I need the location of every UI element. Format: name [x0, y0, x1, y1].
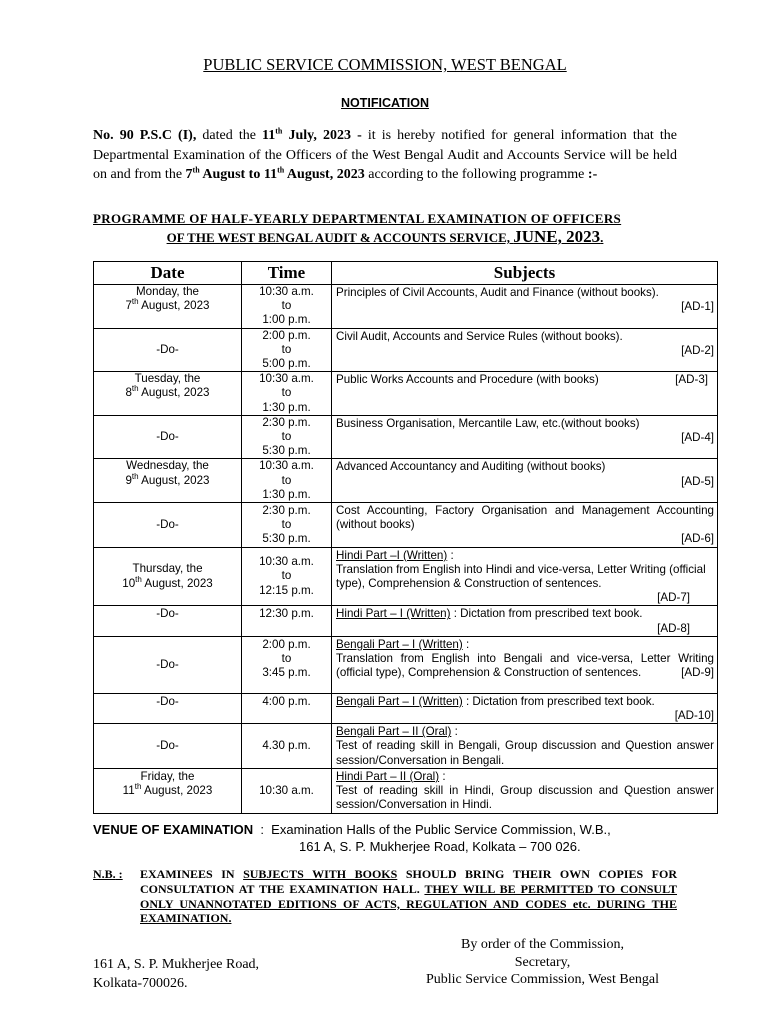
programme-title-line1: PROGRAMME OF HALF-YEARLY DEPARTMENTAL EXAMINATION OF OFFICERS [93, 211, 622, 226]
time-cell: 12:30 p.m. [242, 606, 332, 636]
date-cell: -Do- [94, 724, 242, 769]
table-row [94, 328, 718, 372]
subject-cell: Public Works Accounts and Procedure (with books) [AD-3] [332, 372, 718, 416]
notification-intro [93, 126, 677, 185]
paper-label: Bengali Part – II (Oral) [336, 725, 452, 739]
subject-cell: Business Organisation, Mercantile Law, etc.(without books) [AD-4] [332, 415, 718, 459]
time-cell: 10:30 a.m. to 1:30 p.m. [242, 459, 332, 503]
subject-cell: Hindi Part –I (Written) : Translation from English into Hindi and vice-versa, Letter Writing (official type), Comprehension & Construction of sentences. [AD-7] [332, 547, 718, 606]
exam-period: 7th August to 11th August, 2023 [185, 165, 365, 182]
intro-text: it is hereby notified for general information that the Departmental Examination of the Officers of the West Bengal Audit and Accounts Service will be held on and from the [93, 128, 678, 182]
intro-text: dated the [196, 128, 263, 143]
paper-code: [AD-4] [681, 431, 714, 445]
subject-cell: Civil Audit, Accounts and Service Rules (without books). [AD-2] [332, 328, 718, 372]
table-row [94, 459, 718, 503]
date-cell: Monday, the 7th August, 2023 [94, 285, 242, 329]
table-row [94, 372, 718, 416]
table-row [94, 636, 718, 693]
nb-text: EXAMINEES IN SUBJECTS WITH BOOKS SHOULD BRING THEIR OWN COPIES FOR CONSULTATION AT THE EXAMINATION HALL. THEY WILL BE PERMITTED TO CONSULT ONLY UNANNOTATED EDITIONS OF ACTS, REGULATION AND CODES etc. DURING THE EXAMINATION. [140, 867, 678, 926]
header-subjects: Subjects [332, 262, 718, 285]
date-cell: -Do- [94, 606, 242, 636]
time-cell: 10:30 a.m. to 12:15 p.m. [242, 547, 332, 606]
time-cell: 10:30 a.m. [242, 768, 332, 813]
date-cell: -Do- [94, 415, 242, 459]
time-cell: 10:30 a.m. to 1:00 p.m. [242, 285, 332, 329]
time-cell: 2:00 p.m. to 3:45 p.m. [242, 636, 332, 693]
header-date: Date [94, 262, 242, 285]
paper-code: [AD-6] [681, 532, 714, 546]
notification-title: NOTIFICATION [341, 96, 429, 110]
table-row [94, 415, 718, 459]
table-row [94, 606, 718, 636]
session-label: JUNE, 2023 [513, 227, 601, 246]
paper-label: Bengali Part – I (Written) [336, 694, 463, 708]
venue-label: VENUE OF EXAMINATION [93, 822, 254, 837]
paper-code: [AD-5] [681, 474, 714, 488]
paper-label: Hindi Part –I (Written) [336, 548, 448, 562]
paper-label: Hindi Part – I (Written) [336, 607, 451, 621]
date-cell: -Do- [94, 503, 242, 548]
time-cell: 2:30 p.m. to 5:30 p.m. [242, 503, 332, 548]
paper-label: Bengali Part – I (Written) [336, 637, 463, 651]
subject-cell: Bengali Part – I (Written) : Dictation from prescribed text book. [AD-10] [332, 693, 718, 723]
paper-code: [AD-1] [681, 300, 714, 314]
subject-cell: Bengali Part – I (Written) : Translation from English into Bengali and vice-versa, Letter Writing (official type), Comprehension & Construction of sentences. [AD-9] [332, 636, 718, 693]
date-cell: Thursday, the 10th August, 2023 [94, 547, 242, 606]
header-time: Time [242, 262, 332, 285]
date-cell: Friday, the 11th August, 2023 [94, 768, 242, 813]
table-header-row [94, 262, 718, 285]
table-row [94, 547, 718, 606]
date-cell: Wednesday, the 9th August, 2023 [94, 459, 242, 503]
subject-cell: Hindi Part – II (Oral) : Test of reading skill in Hindi, Group discussion and Question answer session/Conversation in Hindi. [332, 768, 718, 813]
nota-bene [93, 867, 677, 926]
office-address: 161 A, S. P. Mukherjee Road, Kolkata-700026. [93, 957, 260, 991]
table-row [94, 503, 718, 548]
table-row [94, 724, 718, 769]
paper-code: [AD-3] [675, 373, 708, 387]
subject-cell: Bengali Part – II (Oral) : Test of reading skill in Bengali, Group discussion and Question answer session/Conversation in Bengali. [332, 724, 718, 769]
notification-date: 11th July, 2023 - [262, 126, 362, 143]
paper-code: [AD-7] [657, 591, 690, 605]
time-cell: 10:30 a.m. to 1:30 p.m. [242, 372, 332, 416]
notification-number: No. 90 P.S.C (I), [93, 128, 197, 143]
venue-line2: 161 A, S. P. Mukherjee Road, Kolkata – 700 026. [299, 839, 581, 854]
date-cell: -Do- [94, 693, 242, 723]
date-cell: -Do- [94, 328, 242, 372]
subject-cell: Principles of Civil Accounts, Audit and Finance (without books). [AD-1] [332, 285, 718, 329]
paper-code: [AD-2] [681, 343, 714, 357]
table-row [94, 693, 718, 723]
intro-text: according to the following programme [364, 167, 588, 182]
time-cell: 2:30 p.m. to 5:30 p.m. [242, 415, 332, 459]
signature-block: By order of the Commission, Secretary, Public Service Commission, West Bengal [425, 937, 660, 987]
time-cell: 4:00 p.m. [242, 693, 332, 723]
page-heading: PUBLIC SERVICE COMMISSION, WEST BENGAL [203, 55, 567, 74]
time-cell: 2:00 p.m. to 5:00 p.m. [242, 328, 332, 372]
intro-end: :- [587, 167, 598, 182]
paper-code: [AD-8] [657, 621, 690, 635]
venue-line1: Examination Halls of the Public Service Commission, W.B., [271, 822, 611, 837]
paper-code: [AD-9] [681, 666, 714, 680]
subject-cell: Cost Accounting, Factory Organisation and Management Accounting (without books) [AD-6] [332, 503, 718, 548]
paper-label: Hindi Part – II (Oral) [336, 769, 440, 783]
paper-code: [AD-10] [674, 709, 714, 723]
venue-block: VENUE OF EXAMINATION : Examination Halls of the Public Service Commission, W.B., 161 A, S. P. Mukherjee Road, Kolkata – 700 026. [93, 821, 733, 855]
date-cell: -Do- [94, 636, 242, 693]
nb-key: N.B. : [93, 867, 123, 881]
table-row [94, 768, 718, 813]
date-cell: Tuesday, the 8th August, 2023 [94, 372, 242, 416]
time-cell: 4.30 p.m. [242, 724, 332, 769]
exam-schedule-table [93, 261, 718, 814]
programme-title-line2: OF THE WEST BENGAL AUDIT & ACCOUNTS SERVICE, JUNE, 2023. [166, 227, 604, 246]
subject-cell: Advanced Accountancy and Auditing (without books) [AD-5] [332, 459, 718, 503]
subject-cell: Hindi Part – I (Written) : Dictation from prescribed text book. [AD-8] [332, 606, 718, 636]
table-row [94, 285, 718, 329]
